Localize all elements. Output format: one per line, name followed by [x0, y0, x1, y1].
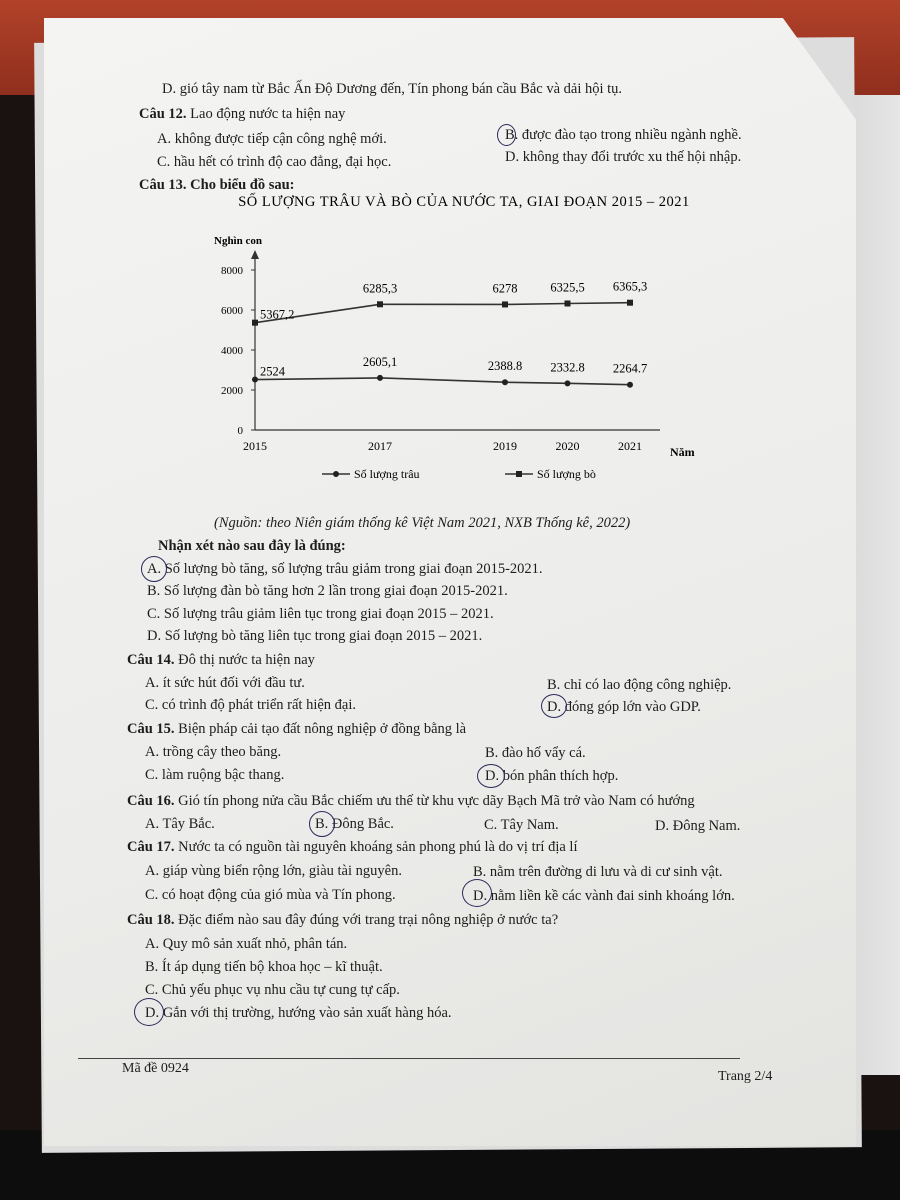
legend-marker: [516, 471, 522, 477]
q15-option-a: A. trồng cây theo băng.: [145, 744, 282, 760]
answer-mark-q16: [309, 811, 335, 837]
cattle-point: [252, 320, 258, 326]
q13-question: Nhận xét nào sau đây là đúng:: [158, 538, 346, 554]
cattle-data-label: 5367,2: [260, 307, 295, 322]
page-number: Trang 2/4: [718, 1069, 773, 1084]
q18-stem-text: Đặc điểm nào sau đây đúng với trang trại nông nghiệp ở nước ta?: [178, 912, 559, 928]
q12-option-b: B. được đào tạo trong nhiều ngành nghề.: [505, 127, 742, 143]
q18-stem: Câu 18. Đặc điểm nào sau đây đúng với trang trại nông nghiệp ở nước ta?: [127, 912, 559, 928]
y-axis-arrow: [251, 250, 259, 259]
buffalo-data-label: 2388.8: [487, 359, 523, 374]
y-tick-label: 6000: [221, 305, 243, 317]
legend-marker: [333, 471, 339, 477]
legend-label: Số lượng trâu: [354, 467, 420, 481]
chart-title: SỐ LƯỢNG TRÂU VÀ BÒ CỦA NƯỚC TA, GIAI ĐOẠN 2015 – 2021: [238, 194, 690, 210]
legend-label: Số lượng bò: [537, 467, 596, 481]
buffalo-data-label: 2264.7: [612, 361, 648, 376]
buffalo-data-label: 2605,1: [362, 354, 398, 369]
buffalo-data-label: 2332.8: [550, 360, 585, 375]
y-axis-label: Nghìn con: [214, 235, 262, 247]
q18-option-a: A. Quy mô sản xuất nhỏ, phân tán.: [145, 936, 348, 952]
q16-option-b: B. Đông Bắc.: [315, 816, 394, 832]
x-tick-label: 2017: [368, 439, 392, 453]
q12-stem-text: Lao động nước ta hiện nay: [190, 106, 346, 122]
q12-stem: Câu 12. Lao động nước ta hiện nay: [139, 106, 346, 122]
answer-mark-q18: [134, 998, 164, 1026]
y-tick-label: 4000: [221, 345, 243, 357]
q16-option-c: C. Tây Nam.: [484, 817, 559, 833]
answer-mark-q12: [497, 124, 516, 146]
q12-option-d: D. không thay đổi trước xu thế hội nhập.: [505, 149, 742, 165]
cattle-line: [255, 303, 630, 323]
q14-stem-text: Đô thị nước ta hiện nay: [178, 652, 315, 668]
y-tick-label: 8000: [221, 265, 243, 277]
cattle-data-label: 6285,3: [362, 281, 398, 296]
buffalo-point: [627, 382, 633, 388]
buffalo-line: [255, 378, 630, 385]
q16-stem: Câu 16. Gió tín phong nửa cầu Bắc chiếm ưu thế từ khu vực dãy Bạch Mã trở vào Nam có hướng: [127, 793, 695, 809]
q17-stem-text: Nước ta có nguồn tài nguyên khoáng sản phong phú là do vị trí địa lí: [178, 839, 578, 855]
buffalo-point: [377, 375, 383, 381]
buffalo-point: [252, 377, 258, 383]
cattle-data-label: 6325,5: [550, 280, 585, 295]
q11-option-d: D. gió tây nam từ Bắc Ấn Độ Dương đến, Tín phong bán cầu Bắc và dải hội tụ.: [162, 81, 623, 97]
cattle-point: [565, 300, 571, 306]
q16-option-a: A. Tây Bắc.: [145, 816, 215, 832]
q14-option-d: D. đóng góp lớn vào GDP.: [547, 699, 701, 715]
q12-option-c: C. hầu hết có trình độ cao đẳng, đại học.: [157, 154, 392, 170]
y-tick-label: 2000: [221, 385, 243, 397]
q13-option-c: C. Số lượng trâu giảm liên tục trong giai đoạn 2015 – 2021.: [147, 606, 494, 622]
q13-option-b: B. Số lượng đàn bò tăng hơn 2 lần trong giai đoạn 2015-2021.: [147, 583, 508, 599]
q13-stem: Câu 13. Cho biểu đồ sau:: [139, 177, 295, 193]
q14-option-b: B. chỉ có lao động công nghiệp.: [547, 677, 732, 693]
q17-option-b: B. nằm trên đường di lưu và di cư sinh vật.: [473, 864, 723, 880]
chart-source: (Nguồn: theo Niên giám thống kê Việt Nam 2021, NXB Thống kê, 2022): [214, 515, 631, 531]
cattle-data-label: 6278: [492, 281, 518, 296]
q15-stem-text: Biện pháp cải tạo đất nông nghiệp ở đồng bằng là: [178, 721, 467, 737]
q15-stem: Câu 15. Biện pháp cải tạo đất nông nghiệp ở đồng bằng là: [127, 721, 467, 737]
exam-code: Mã đề 0924: [122, 1061, 189, 1076]
q15-option-d: D. bón phân thích hợp.: [485, 768, 619, 784]
q17-option-c: C. có hoạt động của gió mùa và Tín phong.: [145, 887, 396, 903]
x-tick-label: 2020: [555, 439, 580, 453]
cattle-point: [627, 300, 633, 306]
q15-option-b: B. đào hố vẩy cá.: [485, 745, 586, 761]
answer-mark-q14: [541, 694, 567, 718]
q14-option-c: C. có trình độ phát triển rất hiện đại.: [145, 697, 357, 713]
x-tick-label: 2019: [493, 439, 517, 453]
y-tick-label: 0: [237, 425, 243, 437]
q16-option-d: D. Đông Nam.: [655, 818, 741, 834]
cattle-data-label: 6365,3: [612, 279, 648, 294]
x-tick-label: 2021: [618, 439, 642, 453]
q12-option-a: A. không được tiếp cận công nghệ mới.: [157, 131, 387, 147]
buffalo-point: [565, 380, 571, 386]
q18-option-c: C. Chủ yếu phục vụ nhu cầu tự cung tự cấp.: [145, 982, 400, 998]
q17-option-a: A. giáp vùng biển rộng lớn, giàu tài nguyên.: [145, 863, 402, 879]
x-axis-label: Năm: [670, 445, 695, 459]
footer-rule: [78, 1058, 740, 1059]
q14-option-a: A. ít sức hút đối với đầu tư.: [145, 675, 305, 691]
answer-mark-q17: [462, 879, 492, 907]
q17-stem: Câu 17. Nước ta có nguồn tài nguyên khoáng sản phong phú là do vị trí địa lí: [127, 839, 578, 855]
q18-option-b: B. Ít áp dụng tiến bộ khoa học – kĩ thuật.: [145, 959, 383, 975]
q15-option-c: C. làm ruộng bậc thang.: [145, 767, 285, 783]
cattle-point: [502, 301, 508, 307]
q18-option-d: D. Gắn với thị trường, hướng vào sản xuất hàng hóa.: [145, 1005, 452, 1021]
answer-mark-q13: [141, 556, 167, 582]
q17-option-d: D. nằm liền kề các vành đai sinh khoáng lớn.: [473, 888, 735, 904]
x-tick-label: 2015: [243, 439, 267, 453]
q16-stem-text: Gió tín phong nửa cầu Bắc chiếm ưu thế từ khu vực dãy Bạch Mã trở vào Nam có hướng: [178, 793, 695, 809]
cattle-point: [377, 301, 383, 307]
q14-stem: Câu 14. Đô thị nước ta hiện nay: [127, 652, 315, 668]
buffalo-point: [502, 379, 508, 385]
answer-mark-q15: [477, 764, 505, 788]
q13-option-d: D. Số lượng bò tăng liên tục trong giai đoạn 2015 – 2021.: [147, 628, 483, 644]
q13-option-a: A. Số lượng bò tăng, số lượng trâu giảm trong giai đoạn 2015-2021.: [147, 561, 543, 577]
buffalo-data-label: 2524: [260, 364, 285, 379]
